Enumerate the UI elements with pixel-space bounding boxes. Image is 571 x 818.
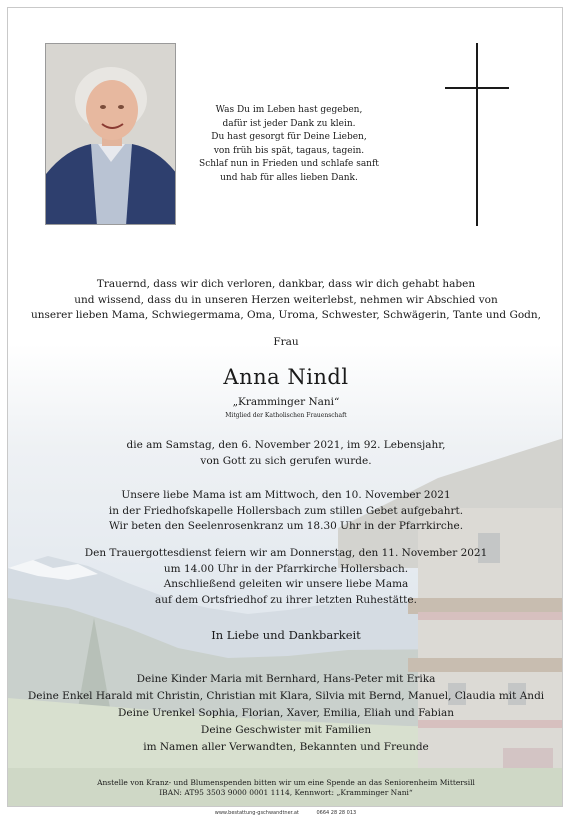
poem-line: Was Du im Leben hast gegeben,: [215, 105, 363, 115]
intro-line: Trauernd, dass wir dich verloren, dankbar, dass wir dich gehabt haben: [96, 278, 476, 290]
wake-notice-line: in der Friedhofskapelle Hollersbach zum stillen Gebet aufgebahrt.: [108, 504, 464, 517]
mourner-line: Deine Kinder Maria mit Bernhard, Hans-Peter mit Erika: [136, 673, 436, 685]
intro-text: [8, 277, 563, 324]
death-notice: [8, 438, 563, 469]
funeral-notice-line: auf dem Ortsfriedhof zu ihrer letzten Ruhestätte.: [155, 593, 417, 606]
salutation: Frau: [273, 336, 299, 348]
nickname: „Kramminger Nani“: [232, 396, 340, 408]
donation-line: IBAN: AT95 3503 9000 0001 1114, Kennwort: „Kramminger Nani“: [159, 788, 413, 797]
poem-line: dafür ist jeder Dank zu klein.: [222, 118, 356, 129]
wake-notice: [8, 488, 563, 535]
donation-line: Anstelle von Kranz- und Blumenspenden bitten wir um eine Spende an das Seniorenheim Mittersill: [97, 778, 475, 787]
intro-line: unserer lieben Mama, Schwiegermama, Oma, Uroma, Schwester, Schwägerin, Tante und Godn,: [31, 309, 541, 321]
funeral-notice-line: Anschließend geleiten wir unsere liebe Mama: [163, 578, 409, 590]
closing-line: In Liebe und Dankbarkeit: [211, 628, 361, 642]
funeral-notice-line: Den Trauergottesdienst feiern wir am Donnerstag, den 11. November 2021: [84, 547, 488, 559]
intro-line: und wissend, dass du in unseren Herzen weiterlebst, nehmen wir Abschied von: [74, 293, 498, 306]
death-notice-line: die am Samstag, den 6. November 2021, im 92. Lebensjahr,: [126, 439, 446, 451]
funeral-notice-line: um 14.00 Uhr in der Pfarrkirche Hollersbach.: [163, 562, 409, 575]
portrait-photo: [45, 43, 176, 225]
wake-notice-line: Wir beten den Seelenrosenkranz um 18.30 Uhr in der Pfarrkirche.: [108, 520, 464, 532]
phone-number: 0664 28 28 013: [316, 810, 357, 816]
poem: [184, 104, 394, 186]
obituary-card: [7, 7, 563, 807]
cross-icon-bar: [445, 87, 509, 89]
cross-icon: [476, 43, 478, 226]
poem-line: und hab für alles lieben Dank.: [220, 172, 358, 183]
death-notice-line: von Gott zu sich gerufen wurde.: [200, 454, 372, 467]
mourner-line: Deine Geschwister mit Familien: [200, 724, 372, 736]
mourner-line: im Namen aller Verwandten, Bekannten und Freunde: [143, 741, 429, 753]
poem-line: Schlaf nun in Frieden und schlafe sanft: [199, 159, 379, 170]
funeral-notice: [8, 546, 563, 608]
donation-note: [8, 778, 563, 798]
membership: Mitglied der Katholischen Frauenschaft: [225, 412, 347, 419]
wake-notice-line: Unsere liebe Mama ist am Mittwoch, den 10. November 2021: [121, 489, 451, 501]
poem-line: von früh bis spät, tagaus, tagein.: [213, 145, 365, 156]
footer-contact: [0, 810, 571, 816]
mourner-line: Deine Enkel Harald mit Christin, Christian mit Klara, Silvia mit Bernd, Manuel, Claudia mit Andi: [27, 690, 545, 702]
website-link[interactable]: www.bestattung-gschwandtner.at: [214, 810, 299, 816]
poem-line: Du hast gesorgt für Deine Lieben,: [211, 132, 367, 143]
mourners-list: [8, 671, 563, 756]
mourner-line: Deine Urenkel Sophia, Florian, Xaver, Emilia, Eliah und Fabian: [117, 707, 455, 719]
deceased-name: Anna Nindl: [223, 365, 349, 389]
